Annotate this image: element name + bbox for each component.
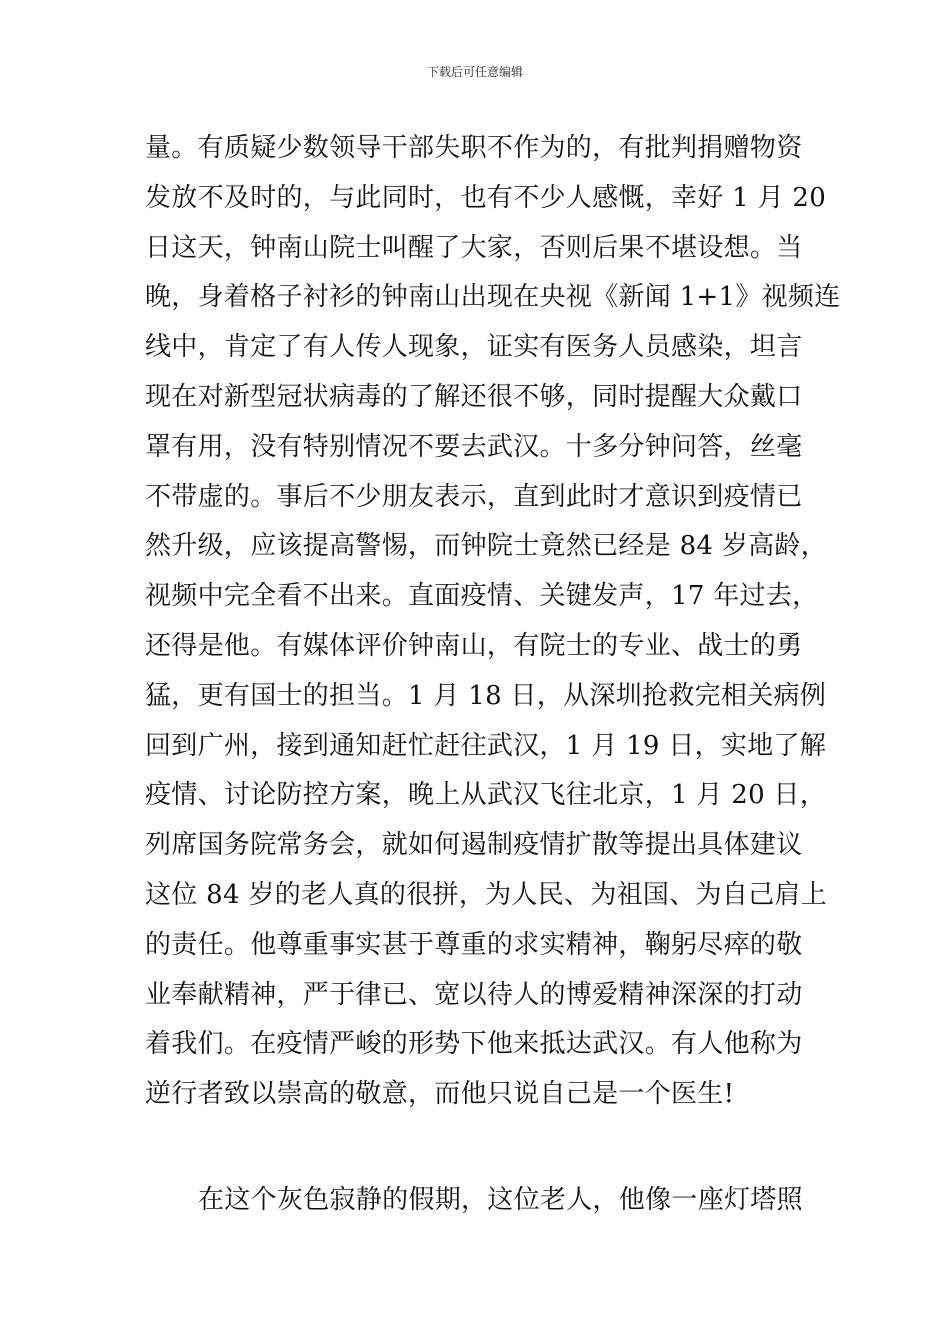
text-line: 然升级，应该提高警惕，而钟院士竟然已经是 84 岁高龄，: [145, 531, 828, 562]
text-line: 列席国务院常务会，就如何遏制疫情扩散等提出具体建议: [145, 830, 803, 861]
text-line: 在这个灰色寂静的假期，这位老人，他像一座灯塔照: [198, 1184, 803, 1215]
paragraph: [145, 124, 841, 1120]
text-line: 视频中完全看不出来。直面疫情、关键发声，17 年过去，: [145, 581, 819, 612]
text-line: 还得是他。有媒体评价钟南山，有院士的专业、战士的勇: [145, 630, 803, 661]
paragraph-spacer: [145, 1120, 815, 1176]
page-header: 下载后可任意编辑: [426, 65, 523, 79]
text-line: 着我们。在疫情严峻的形势下他来抵达武汉。有人他称为: [145, 1029, 803, 1060]
text-line: 不带虚的。事后不少朋友表示，直到此时才意识到疫情已: [145, 481, 803, 512]
text-line: 日这天，钟南山院士叫醒了大家，否则后果不堪设想。当: [145, 232, 803, 263]
document-body: [145, 124, 841, 1226]
text-line: 的责任。他尊重事实甚于尊重的求实精神，鞠躬尽瘁的敬: [145, 929, 803, 960]
text-line: 猛，更有国士的担当。1 月 18 日，从深圳抢救完相关病例: [145, 680, 827, 711]
text-line: 量。有质疑少数领导干部失职不作为的，有批判捐赠物资: [145, 133, 803, 163]
text-line: 疫情、讨论防控方案，晚上从武汉飞往北京，1 月 20 日，: [145, 780, 827, 811]
text-line: 罩有用，没有特别情况不要去武汉。十多分钟问答，丝毫: [145, 431, 803, 462]
text-line: 发放不及时的，与此同时，也有不少人感慨，幸好 1 月 20: [145, 182, 827, 213]
text-line: 业奉献精神，严于律已、宽以待人的博爱精神深深的打动: [145, 979, 803, 1010]
text-line: 现在对新型冠状病毒的了解还很不够，同时提醒大众戴口: [145, 381, 803, 412]
text-line: 回到广州，接到通知赶忙赶往武汉，1 月 19 日，实地了解: [145, 730, 827, 761]
text-line: 这位 84 岁的老人真的很拼，为人民、为祖国、为自己肩上: [145, 879, 828, 910]
text-line: 晚，身着格子衬衫的钟南山出现在央视《新闻 1+1》视频连: [145, 282, 841, 313]
text-line: 线中，肯定了有人传人现象，证实有医务人员感染，坦言: [145, 332, 803, 363]
text-line: 逆行者致以崇高的敬意，而他只说自己是一个医生!: [145, 1079, 735, 1110]
paragraph: [145, 1176, 815, 1226]
